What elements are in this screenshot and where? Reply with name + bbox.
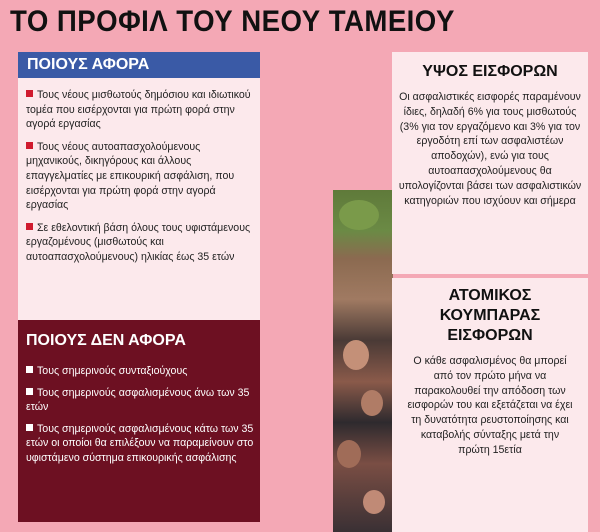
piggybank-panel [392, 278, 588, 532]
not-affects-item-text: Τους σημερινούς ασφαλισμένους κάτω των 35 ετών οι οποίοι θα επιλέξουν να παραμείνουν στο υφιστάμενο σύστημα επικουρικής ασφάλισης [26, 422, 254, 464]
affects-item-text: Τους νέους μισθωτούς δημόσιου και ιδιωτικού τομέα που εισέρχονται για πρώτη φορά στην αγορά εργασίας [26, 89, 251, 131]
piggybank-heading-line: ΑΤΟΜΙΚΟΣ [448, 287, 532, 304]
right-column [392, 52, 588, 532]
affects-list [26, 88, 256, 273]
affects-item-text: Τους νέους αυτοαπασχολούμενους μηχανικούς, δικηγόρους και άλλους επαγγελματίες με επικουρική ασφάλιση, που εισέρχονται για πρώτη φορά στην αγορά εργασίας [26, 140, 235, 212]
face-shape [337, 440, 361, 468]
affects-heading: ΠΟΙΟΥΣ ΑΦΟΡΑ [18, 52, 260, 78]
not-affects-item [26, 364, 254, 379]
not-affects-item [26, 422, 254, 466]
piggybank-heading-line: ΕΙΣΦΟΡΩΝ [447, 327, 533, 344]
contributions-text: Οι ασφαλιστικές εισφορές παραμένουν ίδιες, δηλαδή 6% για τους μισθωτούς (3% για τον εργαζόμενο και 3% για τον εργοδότη επί των ασφαλιστέων αποδοχών), ενώ για τους αυτοαπασχολούμενους θα υπολογίζονται βάσει των ασφαλιστικών κατηγοριών που ισχύουν και σήμερα [398, 91, 582, 207]
affects-item-text: Σε εθελοντική βάση όλους τους υφιστάμενους εργαζομένους (μισθωτούς και αυτοαπασχολούμενους) ηλικίας έως 35 ετών [26, 221, 251, 263]
not-affects-item-text: Τους σημερινούς ασφαλισμένους άνω των 35 ετών [26, 386, 250, 414]
crowd-photo [333, 190, 393, 532]
face-shape [343, 340, 369, 370]
piggybank-heading [392, 278, 588, 346]
not-affects-item [26, 386, 254, 415]
red-square-bullet-icon [26, 90, 33, 97]
piggybank-text: Ο κάθε ασφαλισμένος θα μπορεί από τον πρώτο μήνα να παρακολουθεί την απόδοση των εισφορών του και εξετάζεται να έχει τη δυνατότητα ρευστοποίησης και καταβολής σύνταξης μετά την πρώτη 15ετία [407, 355, 573, 456]
piggybank-heading-line: ΚΟΥΜΠΑΡΑΣ [439, 307, 541, 324]
face-shape [361, 390, 383, 416]
not-affects-panel [18, 320, 260, 522]
white-square-bullet-icon [26, 424, 33, 431]
red-square-bullet-icon [26, 142, 33, 149]
not-affects-item-text: Τους σημερινούς συνταξιούχους [37, 365, 188, 377]
affects-panel [18, 52, 260, 328]
affects-item [26, 221, 256, 265]
affects-item [26, 140, 256, 213]
tree-shape [339, 200, 379, 230]
page-title: ΤΟ ΠΡΟΦΙΛ ΤΟΥ ΝΕΟΥ ΤΑΜΕΙΟΥ [10, 5, 455, 38]
white-square-bullet-icon [26, 366, 33, 373]
red-square-bullet-icon [26, 223, 33, 230]
face-shape [363, 490, 385, 514]
contributions-panel [392, 52, 588, 274]
not-affects-list [26, 364, 254, 473]
affects-item [26, 88, 256, 132]
white-square-bullet-icon [26, 388, 33, 395]
contributions-heading: ΥΨΟΣ ΕΙΣΦΟΡΩΝ [422, 63, 558, 80]
not-affects-heading: ΠΟΙΟΥΣ ΔΕΝ ΑΦΟΡΑ [26, 332, 186, 349]
left-column [18, 52, 260, 522]
